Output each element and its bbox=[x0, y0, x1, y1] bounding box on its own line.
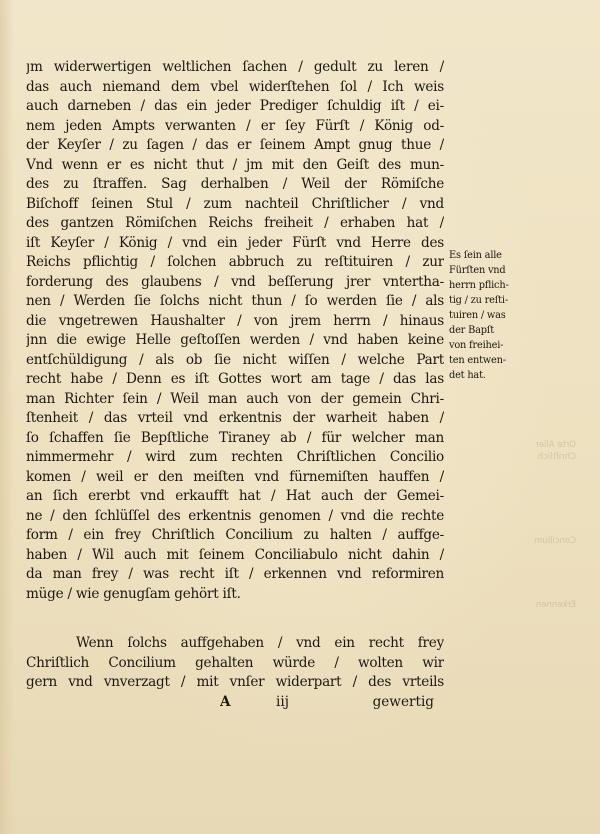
main-text-block bbox=[26, 58, 444, 693]
text-line: nem jeden Ampts verwanten / er ſey Fürſt / König od- bbox=[26, 117, 444, 134]
text-line: müge / wie genugſam gehört iſt. bbox=[26, 585, 241, 602]
margin-line: Fürſten vnd bbox=[449, 265, 506, 276]
text-line: ſo ſchaffen ſie Bepſtliche Tiraney ab / für welcher man bbox=[26, 429, 444, 446]
paragraph-2 bbox=[26, 634, 444, 693]
margin-line: tuiren / was bbox=[449, 310, 506, 321]
text-line: ne / den ſchlüſſel des erkentnis genomen / vnd die rechte bbox=[26, 507, 444, 524]
show-through-text: Concilium bbox=[534, 536, 576, 546]
text-line: komen / weil er den meiſten vnd fürnemiſten hauffen / bbox=[26, 468, 444, 485]
margin-line: ten entwen- bbox=[449, 355, 506, 366]
margin-line: herrn pflich- bbox=[449, 280, 509, 291]
text-line: ſtenheit / das vrteil vnd erkentnis der warheit haben / bbox=[26, 410, 444, 426]
text-line: nimmermehr / wird zum rechten Chriſtlichen Concilio bbox=[26, 449, 444, 465]
text-line: des gantzen Römiſchen Reichs freiheit / erhaben hat / bbox=[26, 215, 444, 231]
marginal-note bbox=[449, 248, 539, 383]
show-through-text: Chriſtlich bbox=[537, 452, 576, 462]
margin-line: tig / zu reſti- bbox=[449, 295, 508, 306]
signature-mark: A bbox=[220, 694, 231, 710]
text-line: gern vnd vnverzagt / mit vnſer widerpart / des vrteils bbox=[26, 674, 444, 690]
text-line: entſchüldigung / als ob ſie nicht wiſſen / welche Part bbox=[26, 351, 444, 368]
text-line: an ſich ererbt vnd erkaufft hat / Hat auch der Gemei- bbox=[26, 488, 444, 504]
text-line: ȷm widerwertigen weltlichen ſachen / gedult zu leren / bbox=[26, 59, 444, 75]
text-line: man Richter ſein / Weil man auch von der gemein Chri- bbox=[26, 390, 444, 407]
paragraph-gap bbox=[26, 604, 444, 634]
text-line: form / ein frey Chriſtlich Concilium zu halten / auffge- bbox=[26, 527, 444, 543]
text-line: da man frey / was recht iſt / erkennen vnd reformiren bbox=[26, 566, 444, 582]
text-line: haben / Wil auch mit ſeinem Conciliabulo nicht dahin / bbox=[26, 546, 444, 563]
margin-line: von freihei- bbox=[449, 340, 504, 351]
text-line: auch darneben / das ein jeder Prediger ſchuldig iſt / ei- bbox=[26, 98, 444, 114]
text-line: Chriſtlich Concilium gehalten würde / wolten wir bbox=[26, 654, 444, 671]
text-line: jnn die ewige Helle geſtoſſen werden / vnd haben keine bbox=[26, 332, 444, 348]
text-line: iſt Keyſer / König / vnd ein jeder Fürſt vnd Herre des bbox=[26, 234, 444, 251]
text-line: des zu ſtraffen. Sag derhalben / Weil der Römiſche bbox=[26, 176, 444, 192]
text-line: forderung des glaubens / vnd beſſerung jrer vntertha- bbox=[26, 273, 444, 290]
catchword: gewertig bbox=[372, 694, 434, 710]
margin-line: der Bapſt bbox=[449, 325, 494, 336]
text-line: recht habe / Denn es iſt Gottes wort am tage / das las bbox=[26, 371, 444, 387]
text-line: das auch niemand dem vbel widerſtehen ſol / Ich weis bbox=[26, 78, 444, 95]
text-line: Reichs pflichtig / ſolchen abbruch zu reſtituiren / zur bbox=[26, 254, 444, 270]
show-through-text: Erkennen bbox=[535, 600, 576, 610]
text-line: die vngetrewen Haushalter / von jrem herrn / hinaus bbox=[26, 312, 444, 329]
text-line: nen / Werden ſie ſolchs nicht thun / ſo werden ſie / als bbox=[26, 293, 444, 309]
sheet-number: iij bbox=[276, 694, 289, 710]
text-line: Wenn ſolchs auffgehaben / vnd ein recht frey bbox=[76, 635, 444, 651]
margin-line: Es ſein alle bbox=[449, 250, 502, 261]
paragraph-1 bbox=[26, 58, 444, 604]
page-footer bbox=[212, 694, 434, 714]
text-line: Vnd wenn er es nicht thut / jm mit den Geiſt des mun- bbox=[26, 156, 444, 173]
margin-line: det hat. bbox=[449, 370, 486, 381]
text-line: Biſchoff ſeinen Stul / zum nachteil Chriſtlicher / vnd bbox=[26, 195, 444, 212]
show-through-text: Orte Aller bbox=[535, 440, 576, 450]
text-line: der Keyſer / zu ſagen / das er ſeinem Ampt gnug thue / bbox=[26, 137, 444, 153]
